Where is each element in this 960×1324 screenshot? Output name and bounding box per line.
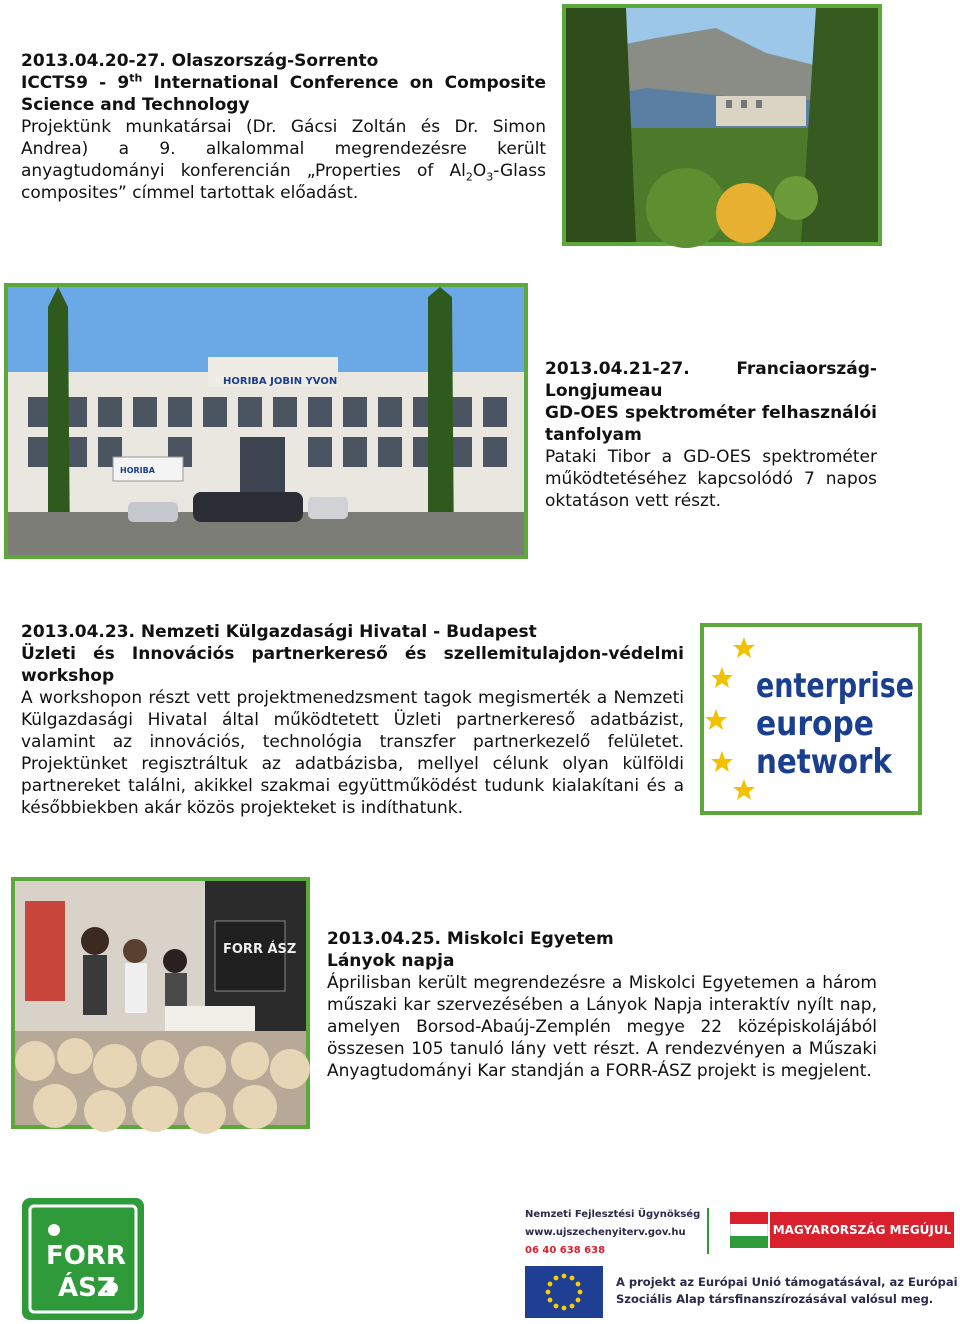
event-title: 2013.04.25. Miskolci Egyetem (327, 929, 614, 949)
forr-logo-text-2: ÁSZ (58, 1273, 116, 1303)
event-subtitle: GD-OES spektrométer felhasználói tanfolyam (545, 403, 877, 445)
eu-funding-line-2: Szociális Alap társfinanszírozásával valósul meg. (616, 1292, 934, 1306)
event-subtitle: Lányok napja (327, 951, 455, 971)
horiba-photo (4, 283, 528, 559)
eu-funding-line-1: A projekt az Európai Unió támogatásával, az Európai (616, 1275, 958, 1289)
sorrento-photo (562, 4, 882, 246)
entrance-sign: HORIBA (120, 466, 155, 475)
logo-word-1: enterprise (756, 666, 914, 706)
building-sign: HORIBA JOBIN YVON (223, 376, 338, 387)
hu-slogan: MAGYARORSZÁG MEGÚJUL (770, 1212, 954, 1248)
event-sorrento (21, 50, 546, 204)
event-miskolc (327, 928, 877, 1082)
event-body: Pataki Tibor a GD-OES spektrométer működtetéséhez kapcsolódó 7 napos oktatáson vett részt. (545, 447, 877, 511)
lanyok-napja-photo (11, 877, 310, 1129)
enterprise-europe-network-logo (700, 623, 922, 815)
eu-funding-note (616, 1274, 956, 1308)
event-longjumeau (545, 358, 877, 512)
stand-banner-logo: FORR ÁSZ (223, 942, 297, 957)
divider-line (707, 1208, 709, 1254)
logo-word-3: network (756, 742, 894, 782)
forr-asz-logo (22, 1198, 144, 1320)
forr-logo-text-1: FORR (46, 1241, 126, 1271)
event-body: A workshopon részt vett projektmenedzsment tagok megismerték a Nemzeti Külgazdasági Hivatal által működtetett Üzleti partnerkereső adatbázist, valamint az innovációs, technológia transzfer partnerkezelő felületet. Projektünket regisztráltuk az adatbázisba, mellyel célunk olyan külföldi partnereket találni, akikkel szakmai együttműködést tudunk kialakítani és a későbbiekben akár közös projekteket is indíthatunk. (21, 688, 684, 818)
event-budapest (21, 621, 684, 819)
event-subtitle: Üzleti és Innovációs partnerkereső és szellemitulajdon-védelmi workshop (21, 644, 684, 686)
hungarian-flag-icon (730, 1212, 768, 1248)
nfu-website: www.ujszechenyiterv.gov.hu (525, 1227, 686, 1238)
logo-word-2: europe (756, 704, 874, 744)
event-body: Áprilisban került megrendezésre a Miskolci Egyetemen a három műszaki kar szervezésében a Lányok Napja interaktív nyílt nap, amelyen Borsod-Abaúj-Zemplén megye 22 középiskolájából összesen 105 tanuló lány vett részt. A rendezvényen a Műszaki Anyagtudományi Kar standján a FORR-ÁSZ projekt is megjelent. (327, 973, 877, 1081)
event-title: 2013.04.23. Nemzeti Külgazdasági Hivatal - Budapest (21, 622, 537, 642)
event-subtitle: ICCTS9 - 9th International Conference on Composite Science and Technology (21, 71, 546, 115)
event-title: 2013.04.21-27. Franciaország-Longjumeau (545, 359, 877, 401)
nfu-name: Nemzeti Fejlesztési Ügynökség (525, 1209, 701, 1220)
eu-flag-icon (525, 1266, 603, 1318)
nfu-phone: 06 40 638 638 (525, 1245, 606, 1256)
event-title: 2013.04.20-27. Olaszország-Sorrento (21, 51, 379, 71)
nfu-info (525, 1208, 705, 1258)
event-body: Projektünk munkatársai (Dr. Gácsi Zoltán és Dr. Simon Andrea) a 9. alkalommal megrendezésre került anyagtudományi konferencián „Properties of $Al_2O_3$-Glass composites” címmel tartottak előadást. (21, 117, 546, 203)
eu-stars-icon (705, 637, 755, 800)
